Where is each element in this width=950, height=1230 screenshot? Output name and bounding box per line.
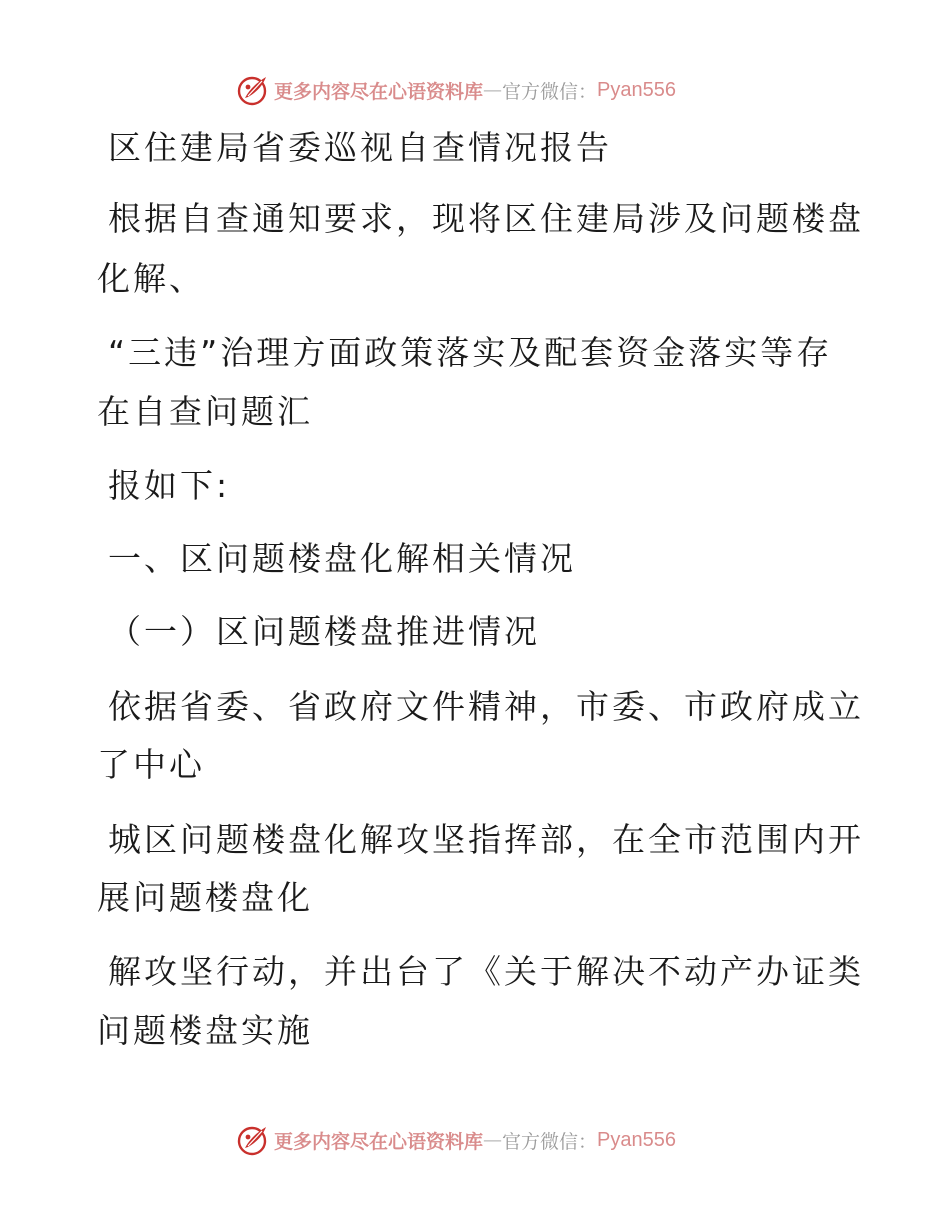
watermark-account-id: Pyan556 bbox=[597, 1128, 676, 1151]
watermark-account-id: Pyan556 bbox=[597, 78, 676, 101]
watermark-official-label: 官方微信： bbox=[502, 80, 598, 103]
paragraph-line: 依据省委、省政府文件精神，市委、市政府成立 bbox=[108, 687, 864, 726]
paragraph-line: 城区问题楼盘化解攻坚指挥部，在全市范围内开 bbox=[108, 820, 864, 859]
feather-logo-icon bbox=[236, 1123, 270, 1157]
watermark-separator: — bbox=[483, 79, 503, 101]
watermark-text: 更多内容尽在心语资料库 bbox=[274, 80, 484, 103]
subsection-heading: （一）区问题楼盘推进情况 bbox=[108, 612, 540, 651]
paragraph-line: 报如下: bbox=[108, 466, 231, 505]
feather-logo-icon bbox=[236, 73, 270, 107]
footer-watermark bbox=[236, 1122, 676, 1158]
paragraph-line: 展问题楼盘化 bbox=[97, 878, 313, 917]
paragraph-line: 根据自查通知要求，现将区住建局涉及问题楼盘 bbox=[108, 199, 864, 238]
watermark-official-label: 官方微信： bbox=[502, 1130, 598, 1153]
header-watermark bbox=[236, 72, 676, 108]
paragraph-line: “三违”治理方面政策落实及配套资金落实等存 bbox=[108, 333, 833, 372]
document-title: 区住建局省委巡视自查情况报告 bbox=[108, 128, 612, 167]
watermark-text: 更多内容尽在心语资料库 bbox=[274, 1130, 484, 1153]
paragraph-line: 问题楼盘实施 bbox=[97, 1011, 313, 1050]
section-heading: 一、区问题楼盘化解相关情况 bbox=[108, 539, 576, 578]
paragraph-line: 解攻坚行动，并出台了《关于解决不动产办证类 bbox=[108, 952, 864, 991]
paragraph-line: 了中心 bbox=[97, 745, 205, 784]
paragraph-line: 在自查问题汇 bbox=[97, 392, 313, 431]
watermark-separator: — bbox=[483, 1129, 503, 1151]
paragraph-line: 化解、 bbox=[97, 259, 205, 298]
